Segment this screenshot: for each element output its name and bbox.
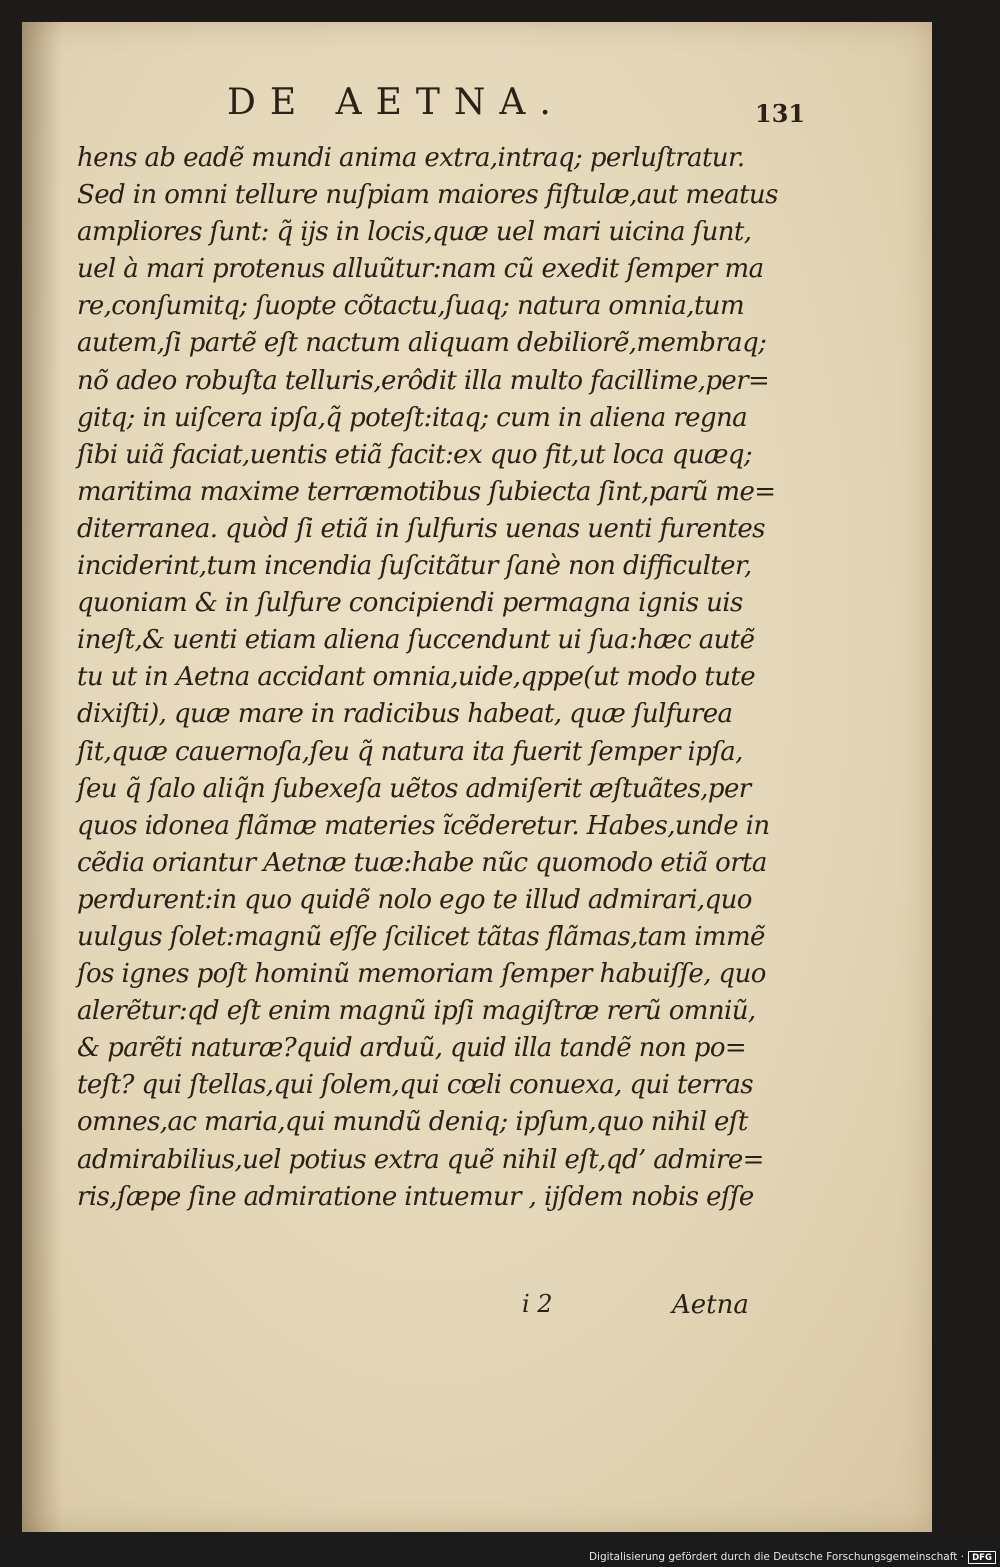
- text-line: ineſt,& uenti etiam aliena ſuccendunt ui ſua:hæc autẽ: [77, 625, 755, 656]
- text-line: ſeu q̃ ſalo aliq̃n ſubexeſa uẽtos admiſerit æſtuãtes,per: [77, 773, 751, 804]
- funding-credit: Digitalisierung gefördert durch die Deutsche Forschungsgemeinschaft ·: [588, 1551, 964, 1563]
- text-line: re,conſumitq; ſuopte cõtactu,ſuaq; natura omnia,tum: [77, 291, 744, 322]
- text-line: tu ut in Aetna accidant omnia,uide,qppe(ut modo tute: [77, 662, 756, 693]
- text-line: dixiſti), quæ mare in radicibus habeat, quæ ſulfurea: [77, 699, 733, 730]
- text-line: Sed in omni tellure nuſpiam maiores fiſtulæ,aut meatus: [77, 180, 778, 211]
- catchword: Aetna: [672, 1290, 749, 1320]
- text-line: alerẽtur:qd eſt enim magnũ ipſi magiſtræ rerũ omniũ,: [77, 996, 756, 1027]
- text-line: diterranea. quòd ſi etiã in ſulfuris uenas uenti furentes: [77, 513, 765, 544]
- text-line: hens ab eadẽ mundi anima extra,intraq; perluſtratur.: [77, 143, 745, 173]
- text-line: admirabilius,uel potius extra quẽ nihil eſt,qd’ admire=: [77, 1144, 764, 1175]
- text-line: ſibi uiã faciat,uentis etiã facit:ex quo fit,ut loca quæq;: [77, 439, 753, 470]
- text-line: quos idonea flãmæ materies ĩcẽderetur. Habes,unde in: [77, 810, 770, 841]
- text-line: inciderint,tum incendia ſuſcitãtur ſanè non difficulter,: [77, 551, 752, 582]
- text-line: & parẽti naturæ?quid arduũ, quid illa tandẽ non po=: [77, 1033, 747, 1064]
- text-line: ampliores ſunt: q̃ ijs in locis,quæ uel mari uicina ſunt,: [77, 217, 752, 248]
- text-line: uel à mari protenus alluũtur:nam cũ exedit ſemper ma: [77, 254, 764, 285]
- dfg-logo: DFG: [968, 1551, 996, 1564]
- text-line: teſt? qui ſtellas,qui ſolem,qui cœli conuexa, qui terras: [77, 1070, 753, 1101]
- text-line: ſit,quæ cauernoſa,ſeu q̃ natura ita fuerit ſemper ipſa,: [77, 736, 743, 767]
- text-line: omnes,ac maria,qui mundũ deniq; ipſum,quo nihil eſt: [77, 1107, 748, 1138]
- text-line: ſos ignes poſt hominũ memoriam ſemper habuiſſe, quo: [77, 959, 766, 990]
- page-number: 131: [755, 99, 806, 128]
- text-line: perdurent:in quo quidẽ nolo ego te illud admirari,quo: [77, 884, 752, 915]
- text-line: nõ adeo robuſta telluris,erôdit illa multo facillime,per=: [77, 365, 770, 396]
- text-line: autem,ſi partẽ eſt nactum aliquam debiliorẽ,membraq;: [77, 328, 767, 359]
- text-line: cẽdia oriantur Aetnæ tuæ:habe nũc quomodo etiã orta: [77, 847, 767, 878]
- body-text: [77, 140, 778, 1216]
- text-line: uulgus ſolet:magnũ eſſe ſcilicet tãtas flãmas,tam immẽ: [77, 921, 765, 952]
- text-line: gitq; in uiſcera ipſa,q̃ poteſt:itaq; cum in aliena regna: [77, 402, 748, 433]
- book-page: [22, 22, 932, 1532]
- text-line: maritima maxime terræmotibus ſubiecta ſint,parũ me=: [77, 476, 776, 507]
- running-header: DE AETNA.: [227, 82, 565, 123]
- text-line: quoniam & in ſulfure concipiendi permagna ignis uis: [77, 588, 743, 619]
- text-line: ris,ſæpe ſine admiratione intuemur , ijſdem nobis eſſe: [77, 1181, 754, 1212]
- signature-mark: i 2: [522, 1290, 553, 1318]
- page-gutter-shadow: [22, 22, 62, 1532]
